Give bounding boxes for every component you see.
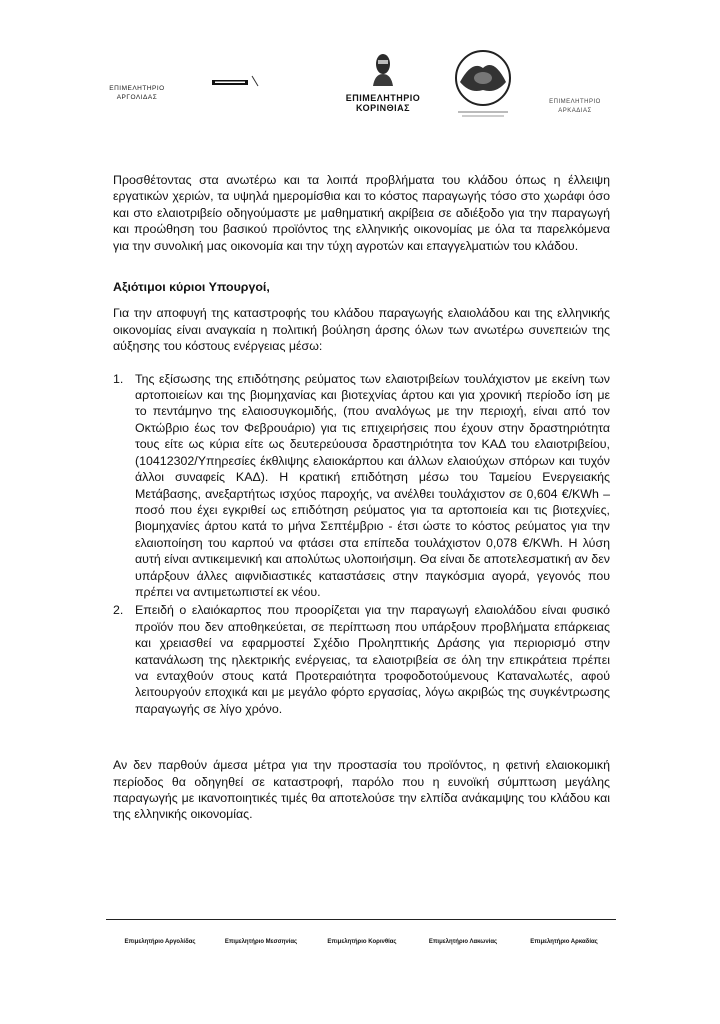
logo-caption-line1: ΕΠΙΜΕΛΗΤΗΡΙΟ [109, 85, 165, 92]
lakonia-round-emblem-icon [444, 48, 522, 120]
logo-caption-line1: ΕΠΙΜΕΛΗΤΗΡΙΟ [549, 99, 601, 105]
list-item-number: 1. [113, 371, 124, 386]
footer-chamber-name: Επιμελητήριο Κορινθίας [327, 939, 397, 945]
footer-chamber-name: Επιμελητήριο Αρκαδίας [530, 939, 598, 945]
footer-column-argolida [112, 938, 208, 946]
footer-chamber-name: Επιμελητήριο Λακωνίας [428, 939, 498, 945]
footer-contacts [112, 938, 612, 946]
argolida-chamber-logo [92, 84, 182, 102]
lakonia-chamber-logo [442, 48, 524, 125]
messinia-emblem-icon [212, 74, 262, 88]
footer-chamber-name: Επιμελητήριο Αργολίδας [124, 939, 196, 945]
korinthia-head-emblem-icon [365, 50, 401, 88]
logo-caption-line2: ΑΡΓΟΛΙΔΑΣ [116, 94, 158, 101]
paragraph-request-intro: Για την αποφυγή της καταστροφής του κλάδου παραγωγής ελαιολάδου και της ελληνικής οικονομίας είναι αναγκαία η πολιτική βούληση άρσης όλων των ανωτέρω συνεπειών της αύξησης του κόστους ενέργειας μέσω: [113, 306, 610, 354]
messinia-chamber-logo [212, 74, 262, 88]
paragraph-closing: Αν δεν παρθούν άμεσα μέτρα για την προστασία του προϊόντος, η φετινή ελαιοκομική περίοδος θα οδηγηθεί σε καταστροφή, παρόλο που η ευνοϊκή σύμπτωση μεγάλης παραγωγής με ικανοποιητικές τιμές θα αποτελούσε την ελπίδα ανάκαμψης του κλάδου και της ελληνικής οικονομίας. [113, 758, 610, 822]
letter-body [113, 172, 610, 823]
list-item [113, 602, 610, 717]
korinthia-chamber-logo [328, 50, 438, 113]
footer-column-lakonia [415, 938, 511, 946]
footer-column-arkadia [516, 938, 612, 946]
header-logos [92, 40, 632, 132]
logo-caption-line2: ΚΟΡΙΝΘΙΑΣ [356, 103, 410, 113]
demands-list [113, 371, 610, 718]
logo-caption-line1: ΕΠΙΜΕΛΗΤΗΡΙΟ [345, 93, 421, 103]
footer-column-korinthia [314, 938, 410, 946]
footer-chamber-name: Επιμελητήριο Μεσσηνίας [224, 939, 298, 945]
footer-column-messinia [213, 938, 309, 946]
list-item [113, 371, 610, 601]
arkadia-chamber-logo [540, 98, 610, 116]
list-item-number: 2. [113, 603, 124, 618]
footer-divider [106, 919, 616, 920]
paragraph-costs: Προσθέτοντας στα ανωτέρω και τα λοιπά προβλήματα του κλάδου όπως η έλλειψη εργατικών χεριών, τα υψηλά ημερομίσθια και το κόστος παραγωγής τόσο στο χωράφι όσο και στο ελαιοτριβείο οδηγούμαστε με μαθηματική ακρίβεια σε αδιέξοδο για την παραγωγή και προώθηση του βασικού προϊόντος της ελληνικής οικονομίας με όλα τα παρελκόμενα για την συνολική μας οικονομία και την τύχη αγροτών και επαγγελματιών του κλάδου. [113, 173, 610, 253]
salutation: Αξιότιμοι κύριοι Υπουργοί, [113, 280, 270, 295]
list-item-text: Της εξίσωσης της επιδότησης ρεύματος των ελαιοτριβείων τουλάχιστον με εκείνη των αρτοποιείων και της βιομηχανίας και βιοτεχνίας άρτου και για χρονική περίοδο ίση με το πεντάμηνο της ελαιοσυγκομιδής, (που αναλόγως με την περιοχή, είναι από τον Οκτώβριο έως τον Φεβρουάριο) για τις επιχειρήσεις που έχουν στην δραστηριότητα τους είτε ως κύρια είτε ως δευτερεύουσα δραστηριότητα τον ΚΑΔ του ελαιοτριβείου, (10412302/Υπηρεσίες έκθλιψης ελαιοκάρπου και άλλων ελαιούχων σπόρων και τυχόν άλλοι συναφείς ΚΑΔ). Η κρατική επιδότηση μέσω του Ταμείου Ενεργειακής Μετάβασης, ανεξαρτήτως ισχύος παροχής, να ανέλθει τουλάχιστον σε 0,604 €/KWh – ποσό που έχει εγκριθεί ως επιδότηση ρεύματος για τα αρτοποιεία και τις βιοτεχνίες, βιομηχανίες άρτου κατά το μήνα Σεπτέμβριο - έτσι ώστε το κόστος ρεύματος για την ελαιοποίηση του καρπού να φτάσει στα επίπεδα τουλάχιστον 0,078 €/KWh. Η λύση αυτή είναι αντικειμενική και απολύτως υλοποιήσιμη. Θα είναι δε αποτελεσματική αν δεν υπάρξουν άλλες αιφνιδιαστικές καταστάσεις στην παγκόσμια αγορά, γεγονός που πρέπει να αντιμετωπιστεί εκ νέου. [135, 371, 610, 599]
logo-caption-line2: ΑΡΚΑΔΙΑΣ [558, 108, 592, 114]
list-item-text: Επειδή ο ελαιόκαρπος που προορίζεται για την παραγωγή ελαιολάδου είναι φυσικό προϊόν που δεν αποθηκεύεται, σε περίπτωση που υπάρξουν προβλήματα επάρκειας και χρειασθεί να εφαρμοστεί Σχέδιο Προληπτικής Δράσης για περιορισμό στην κατανάλωση της ηλεκτρικής ενέργειας, τα ελαιοτριβεία σε όλη την επικράτεια πρέπει να ενταχθούν στους κατά Προτεραιότητα τροφοδοτούμενους Καταναλωτές, αφού λειτουργούν εποχικά και με μεγάλο φόρτο εργασίας, λόγω ακριβώς της συγκέντρωσης παραγωγής σε λίγο χρόνο. [135, 603, 610, 716]
